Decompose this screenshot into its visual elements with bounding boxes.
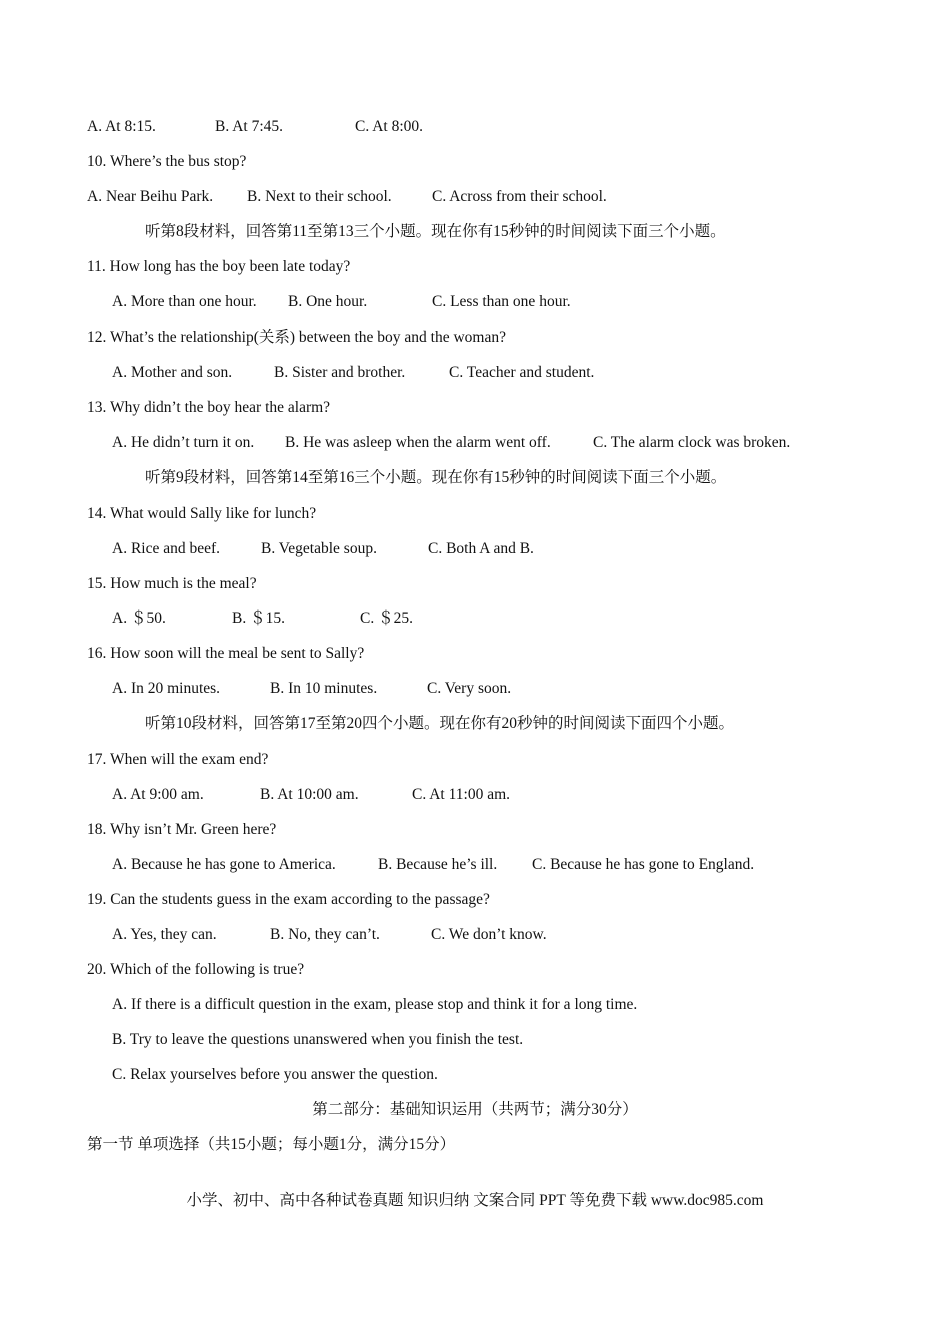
option-c: C. Teacher and student.	[449, 364, 595, 381]
question-12: 12. What’s the relationship(关系) between the boy and the woman?	[87, 329, 506, 346]
option-b: B. Next to their school.	[247, 188, 392, 205]
part-two-heading: 第二部分：基础知识运用（共两节；满分30分）	[312, 1101, 638, 1118]
option-b: B. Because he’s ill.	[378, 856, 498, 873]
section-one-heading: 第一节 单项选择（共15小题；每小题1分，满分15分）	[87, 1136, 456, 1153]
option-a: A. ＄50.	[112, 610, 166, 627]
option-b: B. One hour.	[288, 293, 368, 310]
option-a: A. More than one hour.	[112, 293, 257, 310]
option-c: C. Both A and B.	[428, 540, 534, 557]
page-footer: 小学、初中、高中各种试卷真题 知识归纳 文案合同 PPT 等免费下载 www.doc985.com	[186, 1192, 764, 1209]
question-18: 18. Why isn’t Mr. Green here?	[87, 821, 277, 838]
question-14: 14. What would Sally like for lunch?	[87, 505, 317, 522]
question-16: 16. How soon will the meal be sent to Sally?	[87, 645, 365, 662]
question-13: 13. Why didn’t the boy hear the alarm?	[87, 399, 331, 416]
question-15: 15. How much is the meal?	[87, 575, 257, 592]
option-a: A. In 20 minutes.	[112, 680, 221, 697]
instruction-section-8: 听第8段材料，回答第11至第13三个小题。现在你有15秒钟的时间阅读下面三个小题。	[145, 223, 726, 240]
option-b: B. Vegetable soup.	[261, 540, 377, 557]
option-20-c: C. Relax yourselves before you answer the question.	[112, 1066, 438, 1083]
option-b: B. In 10 minutes.	[270, 680, 378, 697]
option-c: C. At 8:00.	[355, 118, 424, 135]
instruction-section-10: 听第10段材料，回答第17至第20四个小题。现在你有20秒钟的时间阅读下面四个小题。	[145, 715, 735, 732]
instruction-section-9: 听第9段材料，回答第14至第16三个小题。现在你有15秒钟的时间阅读下面三个小题。	[145, 469, 727, 486]
option-c: C. We don’t know.	[431, 926, 547, 943]
option-c: C. The alarm clock was broken.	[593, 434, 791, 451]
option-a: A. Rice and beef.	[112, 540, 221, 557]
option-c: C. Across from their school.	[432, 188, 607, 205]
option-b: B. He was asleep when the alarm went off.	[285, 434, 551, 451]
option-c: C. Very soon.	[427, 680, 512, 697]
option-b: B. At 7:45.	[215, 118, 284, 135]
option-20-a: A. If there is a difficult question in the exam, please stop and think it for a long time.	[112, 996, 638, 1013]
option-a: A. He didn’t turn it on.	[112, 434, 255, 451]
option-a: A. Near Beihu Park.	[87, 188, 214, 205]
option-20-b: B. Try to leave the questions unanswered when you finish the test.	[112, 1031, 524, 1048]
option-a: A. At 9:00 am.	[112, 786, 204, 803]
option-a: A. Because he has gone to America.	[112, 856, 336, 873]
option-b: B. At 10:00 am.	[260, 786, 359, 803]
question-11: 11. How long has the boy been late today?	[87, 258, 351, 275]
option-b: B. Sister and brother.	[274, 364, 406, 381]
question-10: 10. Where’s the bus stop?	[87, 153, 247, 170]
option-c: C. Because he has gone to England.	[532, 856, 755, 873]
question-17: 17. When will the exam end?	[87, 751, 269, 768]
option-b: B. No, they can’t.	[270, 926, 380, 943]
question-20: 20. Which of the following is true?	[87, 961, 305, 978]
option-c: C. Less than one hour.	[432, 293, 571, 310]
option-a: A. At 8:15.	[87, 118, 156, 135]
option-a: A. Mother and son.	[112, 364, 233, 381]
option-a: A. Yes, they can.	[112, 926, 217, 943]
option-c: C. At 11:00 am.	[412, 786, 511, 803]
question-19: 19. Can the students guess in the exam according to the passage?	[87, 891, 490, 908]
option-c: C. ＄25.	[360, 610, 413, 627]
option-b: B. ＄15.	[232, 610, 285, 627]
